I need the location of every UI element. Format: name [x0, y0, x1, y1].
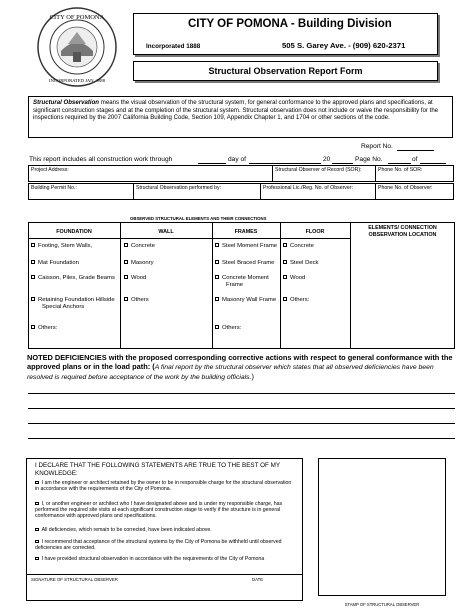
checkbox-wall-wood[interactable]: Wood — [124, 275, 210, 282]
page-no-label: Page No. — [355, 156, 383, 163]
col-frames: FRAMES — [234, 229, 258, 235]
through-day-field[interactable] — [198, 163, 226, 164]
seal-text-top: CITY OF POMONA — [49, 14, 105, 21]
date-label: DATE — [252, 577, 264, 582]
checkbox-footing[interactable]: Footing, Stem Walls, — [31, 243, 118, 250]
checkbox-concrete-moment-frame[interactable]: Concrete Moment Frame — [215, 275, 279, 288]
col-location: ELEMENTS/ CONNECTION OBSERVATION LOCATION — [368, 225, 437, 238]
signature-line[interactable] — [27, 574, 302, 575]
checkbox-steel-moment-frame[interactable]: Steel Moment Frame — [215, 243, 279, 255]
checkbox-wall-concrete[interactable]: Concrete — [124, 243, 210, 250]
project-address-field[interactable]: Project Address: — [28, 165, 273, 182]
report-no-label: Report No. — [361, 143, 393, 150]
page-total-field[interactable] — [420, 163, 446, 164]
deficiencies-heading: NOTED DEFICIENCIES with the proposed corresponding corrective actions with respect to general conformance with the approved plans or in the load path: (A final report by the structural observer which states that all observed deficiencies have been resolved is required before acceptance of the work by the building officials.) — [27, 353, 453, 381]
license-field[interactable]: Professional Lic./Reg. No. of Observer: — [260, 183, 376, 200]
city-seal-logo — [36, 6, 118, 88]
declaration-heading: I DECLARE THAT THE FOLLOWING STATEMENTS ARE TRUE TO THE BEST OF MY KNOWLEDGE: — [35, 462, 280, 477]
report-no-field[interactable] — [397, 150, 434, 151]
checkbox-floor-others[interactable]: Others: — [283, 297, 349, 304]
checkbox-wall-masonry[interactable]: Masonry — [124, 260, 210, 267]
year-field[interactable] — [332, 163, 353, 164]
deficiency-line-1[interactable] — [28, 393, 455, 394]
checkbox-steel-braced-frame[interactable]: Steel Braced Frame — [215, 260, 279, 267]
col-floor: FLOOR — [305, 229, 325, 235]
incorporated-text: Incorporated 1888 — [146, 43, 201, 50]
checkbox-wall-others[interactable]: Others — [124, 297, 210, 304]
deficiencies-note: A final report by the structural observer which states that all observed deficiencies have been resolved is required before acceptance of the work by the building officials. — [27, 364, 434, 381]
deficiency-line-3[interactable] — [28, 423, 455, 424]
declaration-item-4[interactable]: I recommend that acceptance of the structural systems by the City of Pomona be withheld until observed deficiencies are corrected. — [35, 539, 282, 552]
checkbox-floor-concrete[interactable]: Concrete — [283, 243, 349, 250]
col-wall: WALL — [158, 229, 174, 235]
observer-phone-field[interactable]: Phone No. of Observer: — [375, 183, 454, 200]
header-box — [133, 13, 438, 55]
sor-field[interactable]: Structural Observer of Record (SOR): — [272, 165, 376, 182]
checkbox-floor-steel-deck[interactable]: Steel Deck — [283, 260, 349, 267]
declaration-item-2[interactable]: I, or another engineer or architect who I have designated above and is under my responsible charge, has performed the required site visits at each significant construction stage to verify if the structure is in general conformance with approved plans and specifications. — [35, 501, 283, 520]
elements-caption: OBSERVED STRUCTURAL ELEMENTS AND THEIR CONNECTIONS — [130, 216, 267, 221]
deficiency-line-2[interactable] — [28, 408, 455, 409]
checkbox-caisson[interactable]: Caisson, Piles, Grade Beams — [31, 275, 118, 282]
address-phone: 505 S. Garey Ave. - (909) 620-2371 — [282, 41, 406, 50]
intro-definition — [28, 96, 453, 138]
performed-by-field[interactable]: Structural Observation performed by: — [133, 183, 261, 200]
month-field[interactable] — [249, 163, 321, 164]
through-label: This report includes all construction work through — [29, 156, 173, 163]
declaration-item-3[interactable]: All deficiencies, which remain to be corrected, have been indicated above. — [35, 527, 293, 533]
checkbox-retaining[interactable]: Retaining Foundation Hillside Special Anchors — [31, 297, 118, 310]
signature-label: SIGNATURE OF STRUCTURAL OBSERVER — [31, 577, 118, 582]
division-title: CITY OF POMONA - Building Division — [188, 18, 392, 30]
year-label: 20 — [323, 156, 331, 163]
deficiency-line-4[interactable] — [28, 438, 455, 439]
declaration-item-5[interactable]: I have provided structural observation in accordance with the requirements of the City of Pomona — [35, 556, 293, 562]
stamp-box[interactable] — [318, 458, 446, 607]
form-title-box — [133, 61, 438, 81]
checkbox-masonry-wall-frame[interactable]: Masonry Wall Frame — [215, 297, 279, 304]
declaration-item-1[interactable]: I am the engineer or architect retained by the owner to be in responsible charge for the structural observation in accordance with the requirements of the City of Pomona. — [35, 480, 292, 493]
of-label: of — [412, 156, 418, 163]
checkbox-foundation-others[interactable]: Others: — [31, 325, 118, 332]
sor-phone-field[interactable]: Phone No. of SOR: — [375, 165, 454, 182]
checkbox-floor-wood[interactable]: Wood — [283, 275, 349, 282]
checkbox-mat-foundation[interactable]: Mat Foundation — [31, 260, 118, 267]
col-foundation: FOUNDATION — [56, 229, 92, 235]
intro-text: means the visual observation of the structural system, for general conformance to the approved plans and specifications, at significant construction stages and at the completion of the structural system. Structural observation does not include or waive the responsibility for the inspections required by the 2007 California Building Code, Section 109, Appendix Chapter 1, and 1704 or other sections of the code. — [33, 99, 439, 121]
declaration-box — [26, 458, 303, 601]
intro-lead: Structural Observation — [33, 99, 100, 106]
form-title: Structural Observation Report Form — [208, 66, 363, 76]
stamp-label: STAMP OF STRUCTURAL OBSERVER — [344, 602, 420, 607]
page-no-field[interactable] — [388, 163, 411, 164]
permit-field[interactable]: Building Permit No.: — [28, 183, 134, 200]
checkbox-frames-others[interactable]: Others: — [215, 325, 279, 332]
day-of-label: day of — [228, 156, 246, 163]
seal-text-bottom: INCORPORATED JAN. 1888 — [48, 78, 106, 83]
